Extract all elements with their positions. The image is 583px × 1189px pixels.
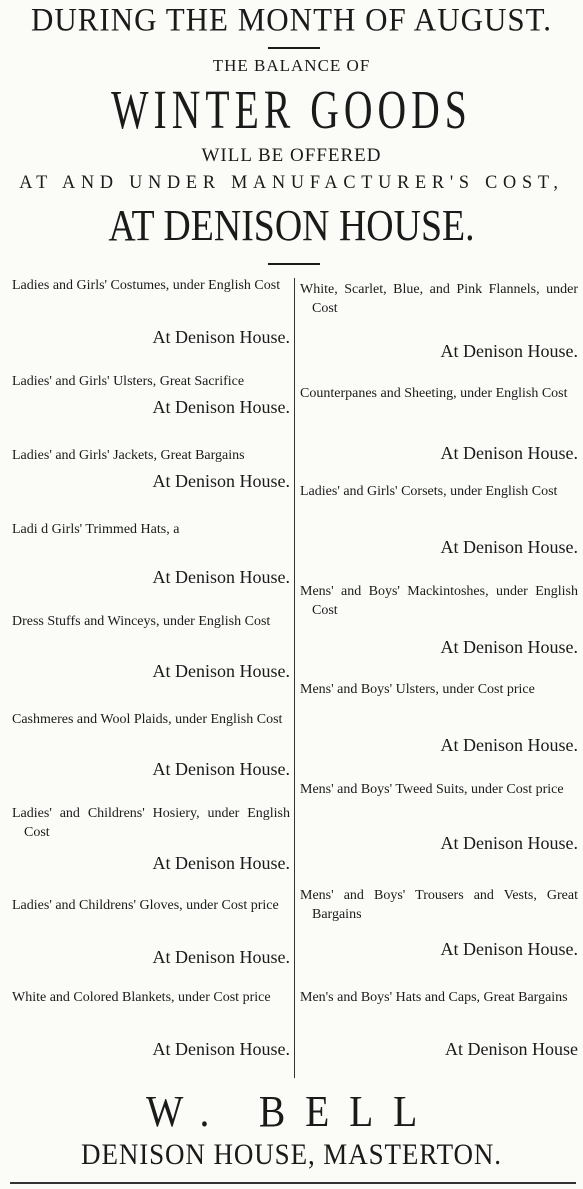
item-description: Mens' and Boys' Mackintoshes, under English Cost	[300, 584, 578, 618]
column-divider	[294, 278, 295, 1078]
item-description: Ladies' and Childrens' Hosiery, under English Cost	[12, 806, 290, 840]
list-item	[12, 372, 290, 422]
list-item	[300, 680, 578, 764]
section-rule	[268, 263, 320, 265]
item-location: At Denison House.	[152, 947, 290, 967]
proprietor-name: W. BELL	[145, 1087, 438, 1136]
item-description: Mens' and Boys' Ulsters, under Cost price	[300, 682, 535, 697]
item-location: At Denison House.	[152, 759, 290, 779]
list-item	[12, 988, 290, 1062]
item-description: Ladies' and Girls' Jackets, Great Bargains	[12, 448, 245, 463]
item-location: At Denison House	[445, 1039, 578, 1059]
item-description: Ladi d Girls' Trimmed Hats, a	[12, 522, 180, 537]
manufacturer-cost-heading: AT AND UNDER MANUFACTURER'S COST,	[19, 172, 564, 193]
item-description: White, Scarlet, Blue, and Pink Flannels, under Cost	[300, 282, 578, 316]
item-description: Ladies' and Girls' Corsets, under English Cost	[300, 484, 558, 499]
item-description: Counterpanes and Sheeting, under English Cost	[300, 386, 568, 401]
item-location: At Denison House.	[440, 939, 578, 959]
item-description: Ladies' and Childrens' Gloves, under Cost price	[12, 898, 279, 913]
item-description: Cashmeres and Wool Plaids, under English Cost	[12, 712, 283, 727]
list-item	[300, 988, 578, 1062]
item-location: At Denison House.	[440, 637, 578, 657]
bottom-rule	[10, 1182, 576, 1184]
item-description: Mens' and Boys' Trousers and Vests, Great Bargains	[300, 888, 578, 922]
item-location: At Denison House.	[440, 443, 578, 463]
item-description: Men's and Boys' Hats and Caps, Great Bargains	[300, 990, 568, 1005]
balance-heading: THE BALANCE OF	[212, 56, 371, 75]
winter-goods-heading: WINTER GOODS	[111, 79, 472, 140]
month-heading: DURING THE MONTH OF AUGUST.	[30, 1, 552, 38]
item-location: At Denison House.	[440, 833, 578, 853]
list-item	[300, 384, 578, 468]
item-description: Ladies and Girls' Costumes, under English Cost	[12, 278, 281, 293]
item-location: At Denison House.	[440, 537, 578, 557]
item-location: At Denison House.	[152, 471, 290, 491]
store-address: DENISON HOUSE, MASTERTON.	[81, 1138, 502, 1171]
list-item	[300, 886, 578, 970]
list-item	[12, 446, 290, 496]
list-item	[12, 520, 290, 590]
item-location: At Denison House.	[440, 735, 578, 755]
item-location: At Denison House.	[152, 853, 290, 873]
item-description: Mens' and Boys' Tweed Suits, under Cost price	[300, 782, 564, 797]
list-item	[12, 710, 290, 784]
item-description: Ladies' and Girls' Ulsters, Great Sacrifice	[12, 374, 245, 389]
item-description: White and Colored Blankets, under Cost price	[12, 990, 271, 1005]
offered-heading: WILL BE OFFERED	[201, 145, 382, 166]
list-item	[300, 780, 578, 864]
denison-house-heading: AT DENISON HOUSE.	[108, 201, 475, 250]
item-location: At Denison House.	[152, 1039, 290, 1059]
list-item	[12, 896, 290, 970]
list-item	[12, 612, 290, 686]
item-location: At Denison House.	[440, 341, 578, 361]
list-item	[12, 804, 290, 878]
item-location: At Denison House.	[152, 661, 290, 681]
item-location: At Denison House.	[152, 397, 290, 417]
list-item	[300, 482, 578, 562]
list-item	[300, 280, 578, 364]
item-description: Dress Stuffs and Winceys, under English Cost	[12, 614, 271, 629]
list-item	[300, 582, 578, 666]
heading-rule	[268, 47, 320, 49]
item-location: At Denison House.	[152, 327, 290, 347]
list-item	[12, 276, 290, 352]
item-location: At Denison House.	[152, 567, 290, 587]
